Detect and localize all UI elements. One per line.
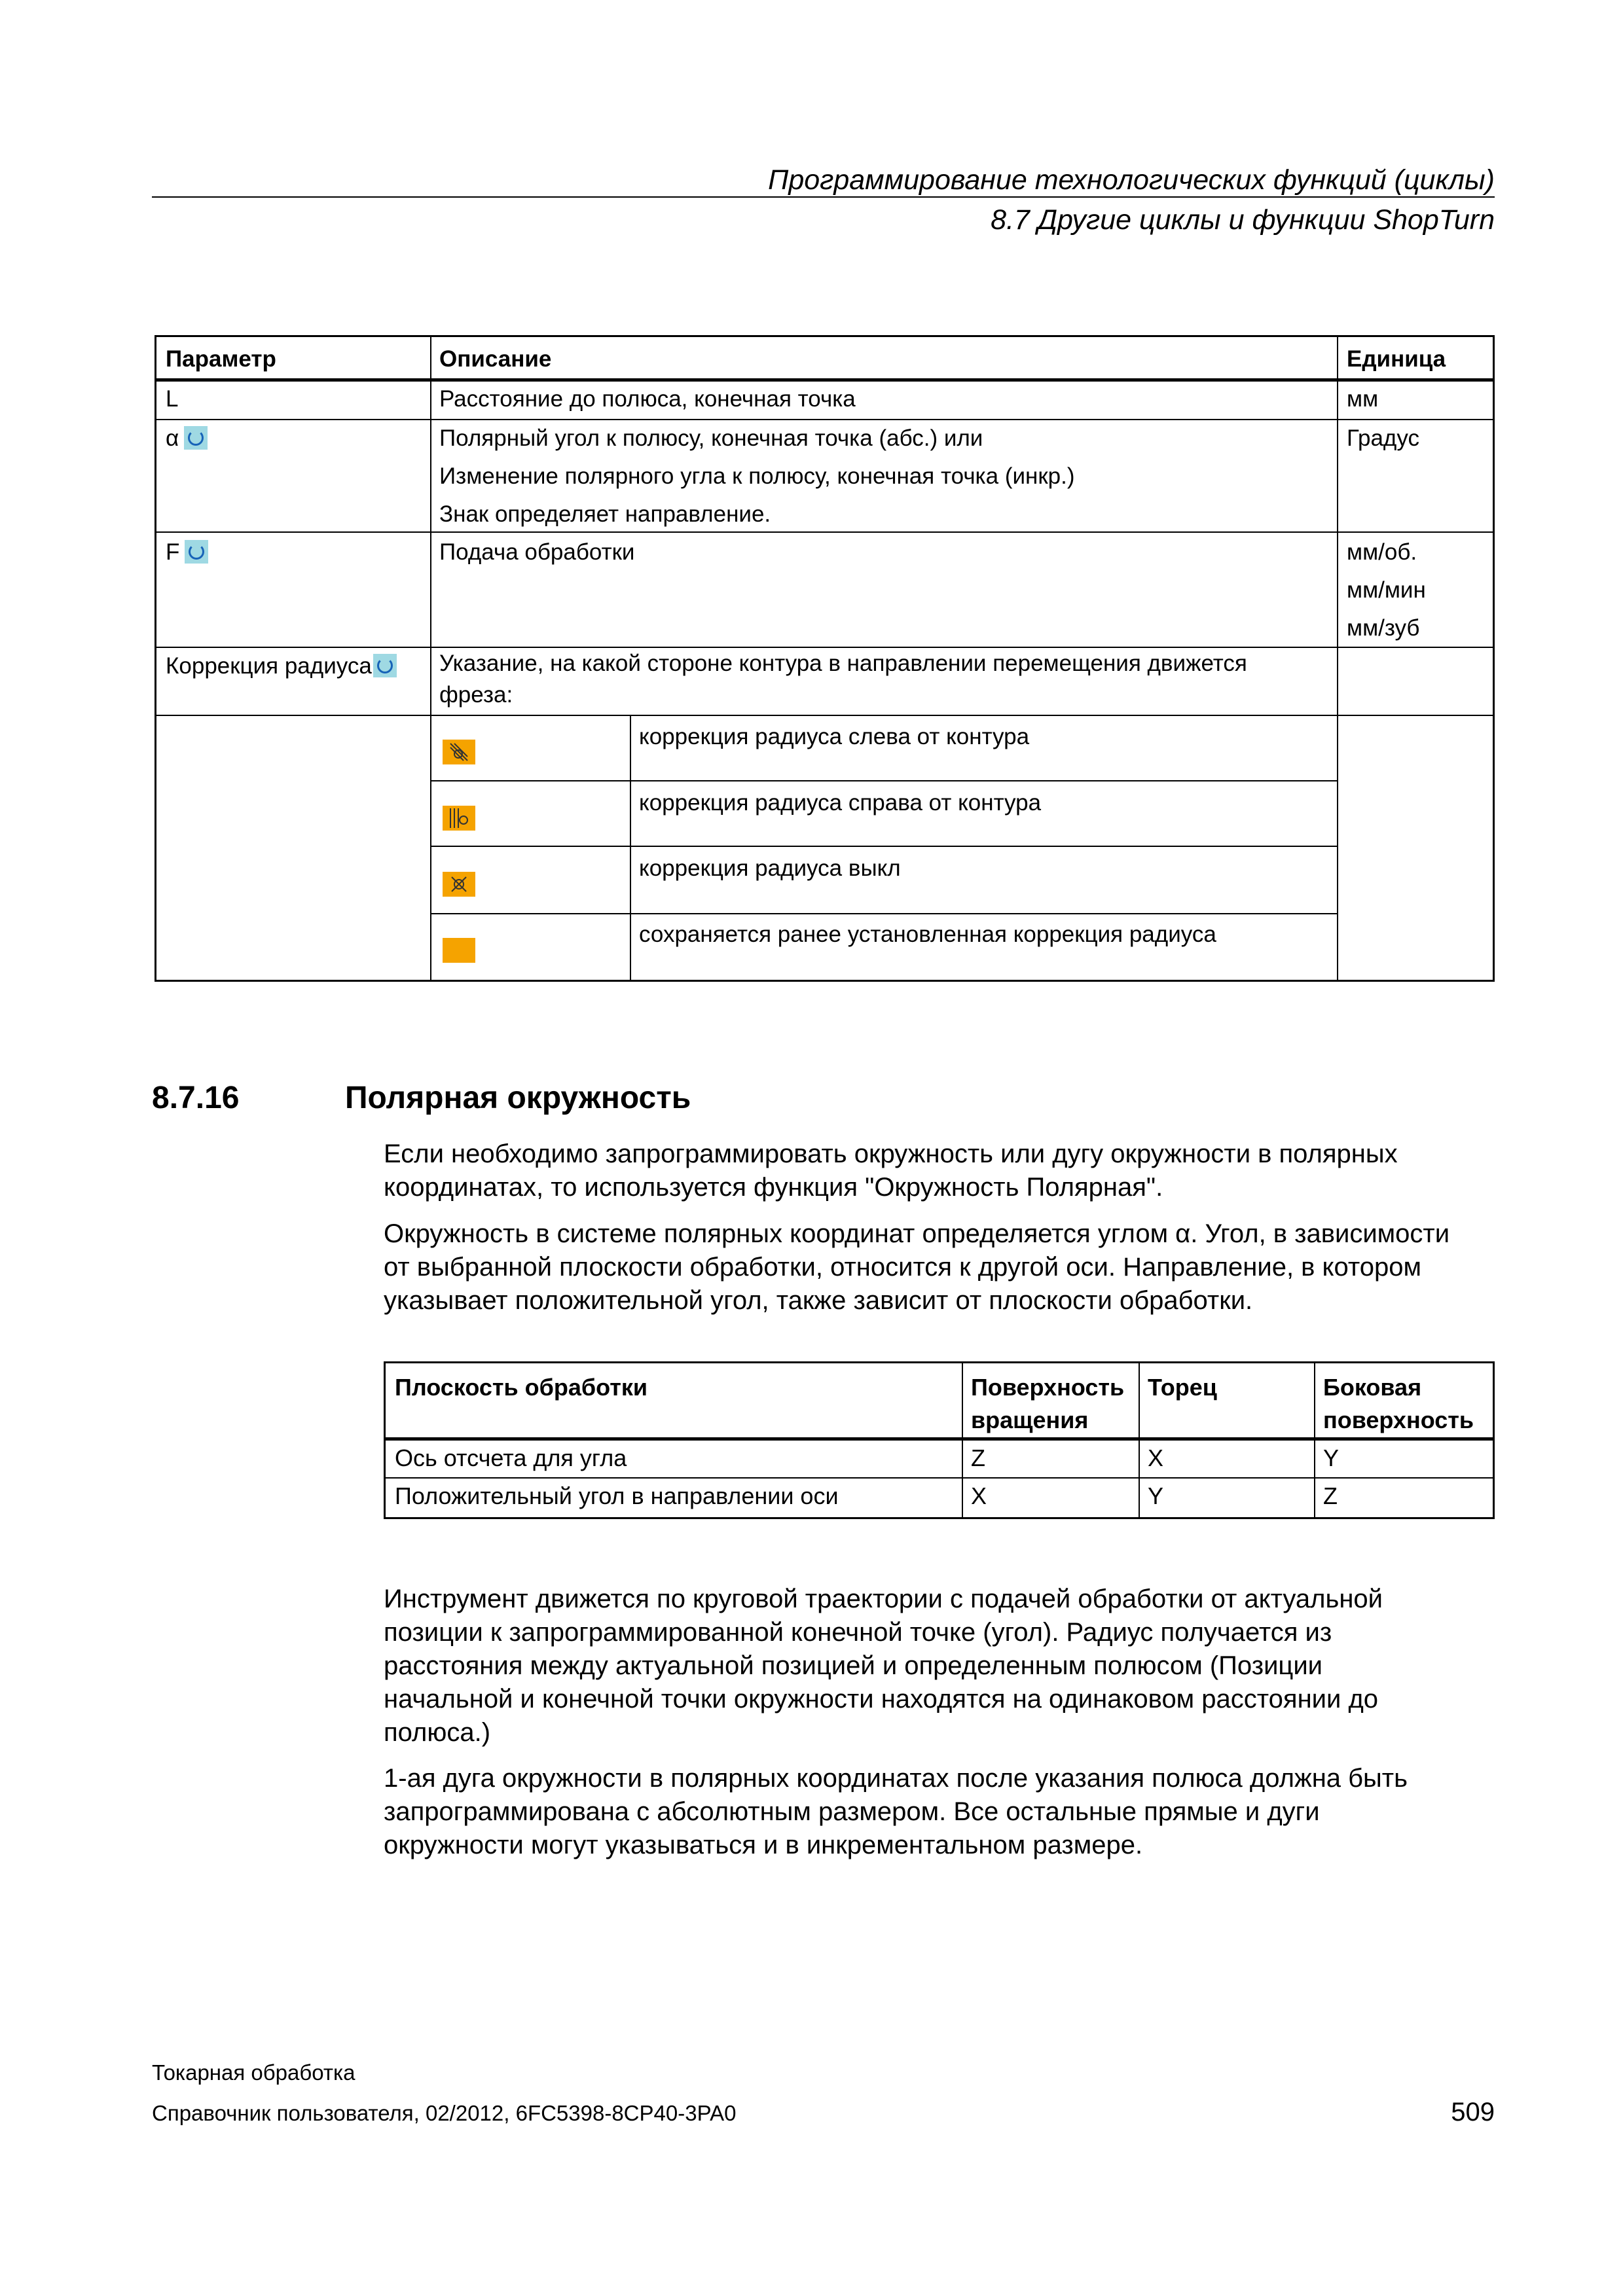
section-number: 8.7.16 <box>152 1081 240 1115</box>
option-text: коррекция радиуса справа от контура <box>639 790 1042 816</box>
param-description-line: Указание, на какой стороне контура в направлении перемещения движется <box>439 651 1247 676</box>
param-description-line: Изменение полярного угла к полюсу, конечная точка (инкр.) <box>439 463 1075 489</box>
col-header-unit: Единица <box>1347 346 1446 372</box>
toggle-cycle-icon <box>185 540 208 564</box>
param-description-line: Знак определяет направление. <box>439 501 771 527</box>
param-name <box>166 420 208 457</box>
table-cell: X <box>1148 1444 1164 1471</box>
paragraph <box>384 1138 1497 1204</box>
param-description: Подача обработки <box>439 539 635 565</box>
table-cell: Y <box>1323 1444 1340 1471</box>
col-header-plane: Плоскость обработки <box>395 1374 647 1401</box>
paragraph-line: начальной и конечной точки окружности находятся на одинаковом расстоянии до <box>384 1685 1379 1713</box>
param-unit-line: мм/об. <box>1347 539 1417 565</box>
running-header-section: 8.7 Другие циклы и функции ShopTurn <box>991 204 1495 236</box>
paragraph-line: окружности могут указываться и в инкрементальном размере. <box>384 1831 1143 1859</box>
header-line: Боковая <box>1323 1374 1422 1401</box>
paragraph-line: Инструмент движется по круговой траектории с подачей обработки от актуальной <box>384 1585 1383 1613</box>
param-description-line: фреза: <box>439 682 513 708</box>
col-header-side-surface <box>1323 1371 1474 1437</box>
running-header-chapter: Программирование технологических функций (циклы) <box>768 164 1495 196</box>
param-unit-line: мм/зуб <box>1347 615 1420 641</box>
param-unit: мм <box>1347 386 1379 412</box>
footer-title: Токарная обработка <box>152 2060 356 2085</box>
col-header-rotation-surface <box>971 1371 1124 1437</box>
table-cell: Z <box>971 1444 985 1471</box>
option-text: сохраняется ранее установленная коррекция радиуса <box>639 922 1216 947</box>
param-name-text: Коррекция радиуса <box>166 653 372 679</box>
paragraph-line: расстояния между актуальной позицией и определенным полюсом (Позиции <box>384 1651 1323 1680</box>
col-header-parameter: Параметр <box>166 346 276 372</box>
paragraph-line: 1-ая дуга окружности в полярных координатах после указания полюса должна быть <box>384 1764 1408 1793</box>
paragraph-line: позиции к запрограммированной конечной точке (угол). Радиус получается из <box>384 1618 1332 1647</box>
paragraph-line: запрограммирована с абсолютным размером. Все остальные прямые и дуги <box>384 1797 1320 1826</box>
paragraph <box>384 1583 1497 1749</box>
footer-reference: Справочник пользователя, 02/2012, 6FC5398-8CP40-3PA0 <box>152 2101 737 2125</box>
radius-off-icon <box>443 872 475 897</box>
paragraph-line: от выбранной плоскости обработки, относится к другой оси. Направление, в котором <box>384 1253 1421 1282</box>
param-name: L <box>166 386 179 412</box>
param-name-text: F <box>166 539 180 565</box>
table-cell: Ось отсчета для угла <box>395 1444 627 1471</box>
col-header-face: Торец <box>1148 1374 1217 1401</box>
table-cell: Z <box>1323 1482 1338 1509</box>
paragraph-line: указывает положительной угол, также зависит от плоскости обработки. <box>384 1286 1253 1315</box>
header-line: Поверхность <box>971 1374 1125 1401</box>
paragraph-line: Если необходимо запрограммировать окружность или дугу окружности в полярных <box>384 1139 1398 1168</box>
paragraph-line: полюса.) <box>384 1718 491 1747</box>
param-description-line: Полярный угол к полюсу, конечная точка (абс.) или <box>439 425 983 451</box>
page-number: 509 <box>1451 2098 1495 2126</box>
toggle-cycle-icon <box>373 654 397 677</box>
radius-right-icon <box>443 806 475 831</box>
param-name <box>166 533 208 571</box>
param-unit-line: мм/мин <box>1347 577 1426 603</box>
radius-left-icon <box>443 740 475 764</box>
header-line: вращения <box>971 1407 1089 1433</box>
plane-table <box>384 1361 1495 1519</box>
table-cell: X <box>971 1482 987 1509</box>
table-cell: Положительный угол в направлении оси <box>395 1482 839 1509</box>
header-rule <box>152 196 1495 198</box>
parameter-table <box>155 335 1495 982</box>
toggle-cycle-icon <box>184 426 208 450</box>
section-title: Полярная окружность <box>345 1081 691 1115</box>
param-name <box>166 647 397 685</box>
option-text: коррекция радиуса выкл <box>639 855 901 881</box>
option-text: коррекция радиуса слева от контура <box>639 724 1030 749</box>
col-header-description: Описание <box>439 346 552 372</box>
param-description: Расстояние до полюса, конечная точка <box>439 386 856 412</box>
paragraph-line: Окружность в системе полярных координат определяется углом α. Угол, в зависимости <box>384 1219 1450 1248</box>
paragraph-line: координатах, то используется функция "Окружность Полярная". <box>384 1173 1163 1202</box>
paragraph <box>384 1217 1497 1318</box>
radius-keep-icon <box>443 938 475 963</box>
paragraph <box>384 1762 1497 1862</box>
param-name-text: α <box>166 425 179 451</box>
param-unit: Градус <box>1347 425 1419 451</box>
header-line: поверхность <box>1323 1407 1474 1433</box>
table-cell: Y <box>1148 1482 1164 1509</box>
